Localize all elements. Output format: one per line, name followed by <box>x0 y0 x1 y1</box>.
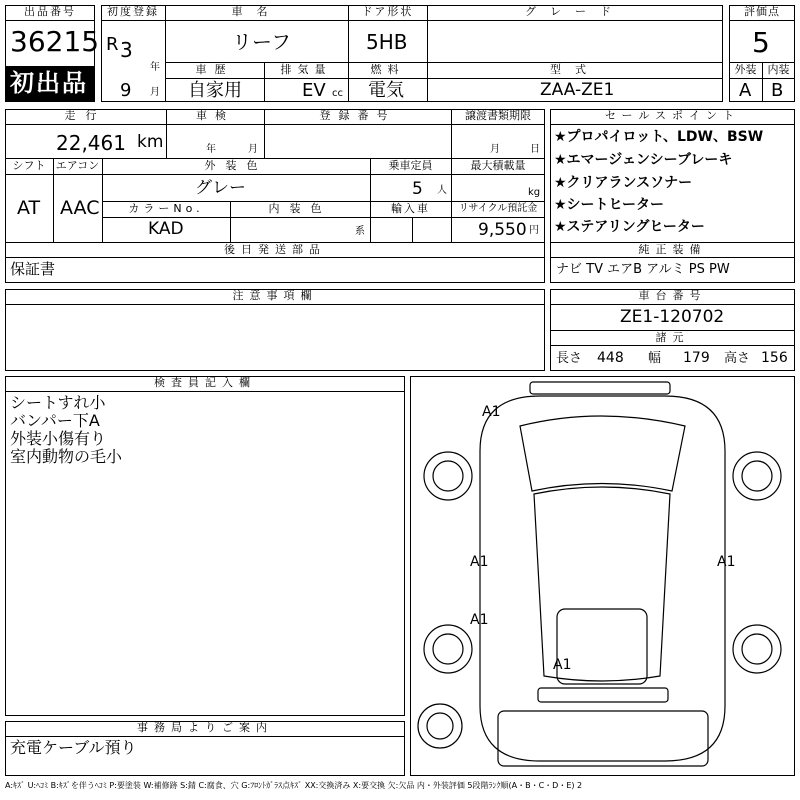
inspection-month-unit: 月 <box>248 144 258 155</box>
inspection-label: 車検 <box>196 109 234 122</box>
inspection-year-unit: 年 <box>206 144 216 155</box>
notes-label: 注意事項欄 <box>232 289 318 302</box>
damage-mark: A1 <box>553 657 572 673</box>
inspector-line: シートすれ小 <box>10 393 106 412</box>
accessory-label: 後日発送部品 <box>224 243 326 256</box>
inspector-line: 外装小傷有り <box>10 429 107 448</box>
equip-label: 純正装備 <box>638 243 707 256</box>
fuel-label: 燃料 <box>370 63 405 76</box>
score: 5 <box>752 26 770 59</box>
inspector-line: バンパー下A <box>10 411 100 430</box>
width: 179 <box>683 350 710 366</box>
shift: AT <box>17 197 41 219</box>
capacity-unit: 人 <box>437 185 447 196</box>
inspector-label: 検査員記入欄 <box>154 376 256 389</box>
interior-label: 内装色 <box>268 202 332 215</box>
car-damage-diagram <box>410 376 795 776</box>
reg-month-unit: 月 <box>150 87 160 98</box>
damage-mark: A1 <box>470 554 489 570</box>
transfer-month-unit: 月 <box>490 144 500 155</box>
length: 448 <box>597 350 624 366</box>
dims-label: 諸元 <box>655 331 690 344</box>
reg-year-unit: 年 <box>150 62 160 73</box>
recycle: 9,550 <box>478 220 527 240</box>
equip: ナビ TV エアB アルミ PS PW <box>556 262 730 277</box>
mileage-label: 走行 <box>64 109 107 122</box>
height: 156 <box>761 350 788 366</box>
mileage-unit: km <box>137 132 164 152</box>
plate-label: 登録番号 <box>319 109 396 122</box>
accessory: 保証書 <box>10 260 56 278</box>
displacement: EV <box>302 80 326 101</box>
mileage: 22,461 <box>56 131 126 155</box>
load-unit: kg <box>528 187 541 198</box>
door-label: ドア形状 <box>361 5 414 18</box>
car-name-label: 車名 <box>231 5 282 18</box>
reg-era: R <box>106 34 119 55</box>
int-grade: B <box>771 80 784 101</box>
lot-no-label: 出品番号 <box>24 5 76 18</box>
capacity-label: 乗車定員 <box>388 159 433 172</box>
color-no: KAD <box>148 219 184 239</box>
history: 自家用 <box>188 80 242 101</box>
recycle-unit: 円 <box>529 225 539 236</box>
sales-point: ★クリアランスソナー <box>554 175 693 191</box>
reg-month: 9 <box>120 80 132 101</box>
sales-point: ★プロパイロット、LDW、BSW <box>554 129 764 145</box>
sales-point: ★シートヒーター <box>554 197 664 213</box>
office-text: 充電ケーブル預り <box>10 738 137 757</box>
damage-mark: A1 <box>470 612 489 628</box>
inspector-line: 室内動物の毛小 <box>10 447 123 466</box>
sales-label: セールスポイント <box>604 109 740 122</box>
ac: AAC <box>60 197 100 219</box>
length-label: 長さ <box>556 351 583 366</box>
footer-legend: A:ｷｽﾞ U:ﾍｺﾐ B:ｷｽﾞを伴うﾍｺﾐ P:要塗装 W:補修跡 S:錆 C:腐食、穴 G:ﾌﾛﾝﾄｶﾞﾗｽ点ｷｽﾞ XX:交換済み X:要交換 欠:欠品 内・外装評価 5段階ﾗﾝｸ順(A・B・C・D・E) 2 <box>5 781 583 790</box>
chassis-label: 車台番号 <box>638 289 707 302</box>
ext-label: 外装 <box>734 63 757 76</box>
door: 5HB <box>366 30 408 54</box>
car-name: リーフ <box>232 30 291 54</box>
first-listing-text: 初出品 <box>10 69 88 97</box>
recycle-label: リサイクル預託金 <box>458 203 538 214</box>
sales-point: ★ステアリングヒーター <box>554 219 705 235</box>
reg-year: 3 <box>120 38 133 62</box>
cc-unit: cc <box>332 88 343 99</box>
capacity: 5 <box>412 179 423 199</box>
shift-label: シフト <box>12 159 46 172</box>
height-label: 高さ <box>724 351 751 366</box>
chassis-number: ZE1-120702 <box>620 307 725 327</box>
color-no-label: カラーNo. <box>128 202 204 215</box>
damage-mark: A1 <box>482 404 501 420</box>
grade-label: グレード <box>525 5 625 18</box>
damage-mark: A1 <box>717 554 736 570</box>
interior-suffix: 系 <box>355 226 365 237</box>
displacement-label: 排気量 <box>280 63 332 76</box>
history-label: 車歴 <box>195 63 234 76</box>
load-label: 最大積載量 <box>470 159 526 172</box>
score-label: 評価点 <box>744 5 780 18</box>
office-label: 事務局よりご案内 <box>137 721 273 734</box>
import-label: 輸入車 <box>391 202 430 215</box>
width-label: 幅 <box>648 351 662 366</box>
sales-point: ★エマージェンシーブレーキ <box>554 152 733 168</box>
transfer-day-unit: 日 <box>530 144 540 155</box>
transfer-label: 譲渡書類期限 <box>465 109 531 122</box>
fuel: 電気 <box>368 80 404 101</box>
color-label: 外装色 <box>204 159 268 172</box>
ext-grade: A <box>739 80 752 101</box>
lot-no: 36215 <box>10 25 100 58</box>
color: グレー <box>195 178 246 198</box>
model: ZAA-ZE1 <box>540 80 615 100</box>
reg-label: 初度登録 <box>107 5 159 18</box>
ac-label: エアコン <box>55 159 100 172</box>
int-label: 内装 <box>767 63 790 76</box>
model-label: 型式 <box>550 63 600 76</box>
